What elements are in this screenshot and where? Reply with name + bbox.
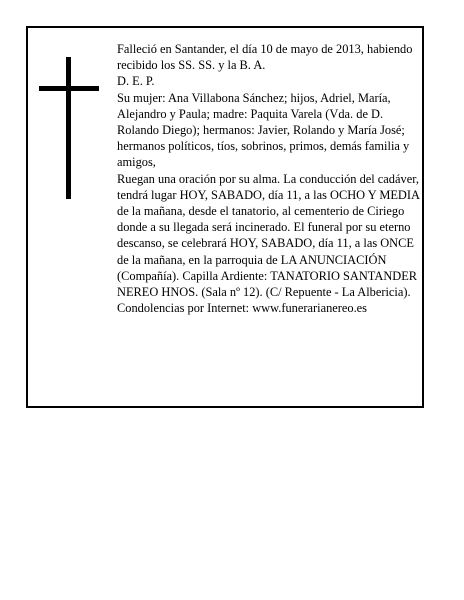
condolences-line: Condolencias por Internet: www.funerarianereo.es: [117, 301, 368, 316]
cross-icon: [39, 57, 99, 199]
death-announcement: Falleció en Santander, el día 10 de mayo de 2013, habiendo recibido los SS. SS. y la B. A.: [117, 42, 413, 73]
rip-line: D. E. P.: [117, 74, 155, 89]
obituary-text: [117, 41, 421, 316]
funeral-details: Ruegan una oración por su alma. La conducción del cadáver, tendrá lugar HOY, SABADO, día 11, a las OCHO Y MEDIA de la mañana, desde el tanatorio, al cementerio de Ciriego donde a su llegada será incinerado. El funeral por su eterno descanso, se celebrará HOY, SABADO, día 11, a las ONCE de la mañana, en la parroquia de LA ANUNCIACIÓN (Compañía). Capilla Ardiente: TANATORIO SANTANDER NEREO HNOS. (Sala nº 12). (C/ Repuente - La Albericia).: [117, 171, 420, 300]
obituary-notice: [26, 26, 424, 408]
family-list: Su mujer: Ana Villabona Sánchez; hijos, Adriel, María, Alejandro y Paula; madre: Paquita Varela (Vda. de D. Rolando Diego); hermanos: Javier, Rolando y María José; hermanos políticos, tíos, sobrinos, primos, demás familia y amigos,: [117, 90, 410, 170]
